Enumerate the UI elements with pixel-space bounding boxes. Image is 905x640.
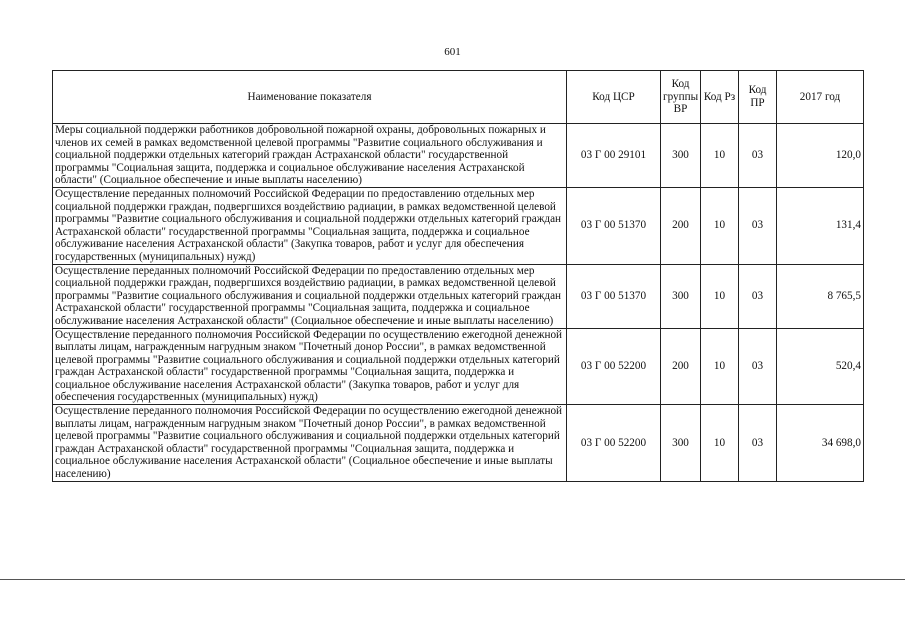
- page-number: 601: [444, 46, 461, 58]
- row-vr-code: 300: [661, 264, 701, 328]
- row-vr-code: 300: [661, 124, 701, 188]
- row-csr-code: 03 Г 00 51370: [567, 264, 661, 328]
- row-csr-code: 03 Г 00 52200: [567, 405, 661, 482]
- row-csr-code: 03 Г 00 51370: [567, 187, 661, 264]
- header-year: 2017 год: [777, 71, 864, 124]
- row-rz-code: 10: [701, 124, 739, 188]
- row-csr-code: 03 Г 00 29101: [567, 124, 661, 188]
- row-name: Осуществление переданных полномочий Российской Федерации по предоставлению отдельных мер социальной поддержки граждан, подвергшихся воздействию радиации, в рамках ведомственной целевой программы "Развитие социального обслуживания и социальной поддержки отдельных категорий граждан Астраханской области" государственной программы "Социальная защита, поддержка и социальное обслуживание населения Астраханской области" (Социальное обеспечение и иные выплаты населению): [53, 264, 567, 328]
- header-rz-code: Код Рз: [701, 71, 739, 124]
- row-pr-code: 03: [739, 264, 777, 328]
- row-amount: 131,4: [777, 187, 864, 264]
- row-rz-code: 10: [701, 328, 739, 405]
- row-pr-code: 03: [739, 328, 777, 405]
- table-row: [53, 124, 864, 188]
- row-rz-code: 10: [701, 187, 739, 264]
- header-group-vr-code: Код группы ВР: [661, 71, 701, 124]
- table-row: [53, 328, 864, 405]
- row-name: Осуществление переданных полномочий Российской Федерации по предоставлению отдельных мер социальной поддержки граждан, подвергшихся воздействию радиации, в рамках ведомственной целевой программы "Развитие социального обслуживания и социальной поддержки отдельных категорий граждан Астраханской области" государственной программы "Социальная защита, поддержка и социальное обслуживание населения Астраханской области" (Закупка товаров, работ и услуг для обеспечения государственных (муниципальных) нужд): [53, 187, 567, 264]
- row-name: Осуществление переданного полномочия Российской Федерации по осуществлению ежегодной денежной выплаты лицам, награжденным нагрудным знаком "Почетный донор России", в рамках ведомственной целевой программы "Развитие социального обслуживания и социальной поддержки отдельных категорий граждан Астраханской области" государственной программы "Социальная защита, поддержка и социальное обслуживание населения Астраханской области" (Закупка товаров, работ и услуг для обеспечения государственных (муниципальных) нужд): [53, 328, 567, 405]
- row-amount: 34 698,0: [777, 405, 864, 482]
- row-amount: 520,4: [777, 328, 864, 405]
- table-header-row: [53, 71, 864, 124]
- row-vr-code: 200: [661, 328, 701, 405]
- header-csr-code: Код ЦСР: [567, 71, 661, 124]
- row-pr-code: 03: [739, 124, 777, 188]
- row-name: Осуществление переданного полномочия Российской Федерации по осуществлению ежегодной денежной выплаты лицам, награжденным нагрудным знаком "Почетный донор России", в рамках ведомственной целевой программы "Развитие социального обслуживания и социальной поддержки отдельных категорий граждан Астраханской области" государственной программы "Социальная защита, поддержка и социальное обслуживание населения Астраханской области" (Социальное обеспечение и иные выплаты населению): [53, 405, 567, 482]
- header-name: Наименование показателя: [53, 71, 567, 124]
- page-cut-line: [0, 579, 905, 580]
- row-name: Меры социальной поддержки работников добровольной пожарной охраны, добровольных пожарных и членов их семей в рамках ведомственной целевой программы "Развитие социального обслуживания и социальной поддержки отдельных категорий граждан Астраханской области" государственной программы "Социальная защита, поддержка и социальное обслуживание населения Астраханской области" (Социальное обеспечение и иные выплаты населению): [53, 124, 567, 188]
- budget-table: [52, 70, 864, 482]
- table-row: [53, 264, 864, 328]
- table-row: [53, 187, 864, 264]
- row-amount: 8 765,5: [777, 264, 864, 328]
- row-vr-code: 200: [661, 187, 701, 264]
- table-row: [53, 405, 864, 482]
- row-rz-code: 10: [701, 264, 739, 328]
- row-vr-code: 300: [661, 405, 701, 482]
- row-csr-code: 03 Г 00 52200: [567, 328, 661, 405]
- row-pr-code: 03: [739, 187, 777, 264]
- row-amount: 120,0: [777, 124, 864, 188]
- row-pr-code: 03: [739, 405, 777, 482]
- header-pr-code: Код ПР: [739, 71, 777, 124]
- row-rz-code: 10: [701, 405, 739, 482]
